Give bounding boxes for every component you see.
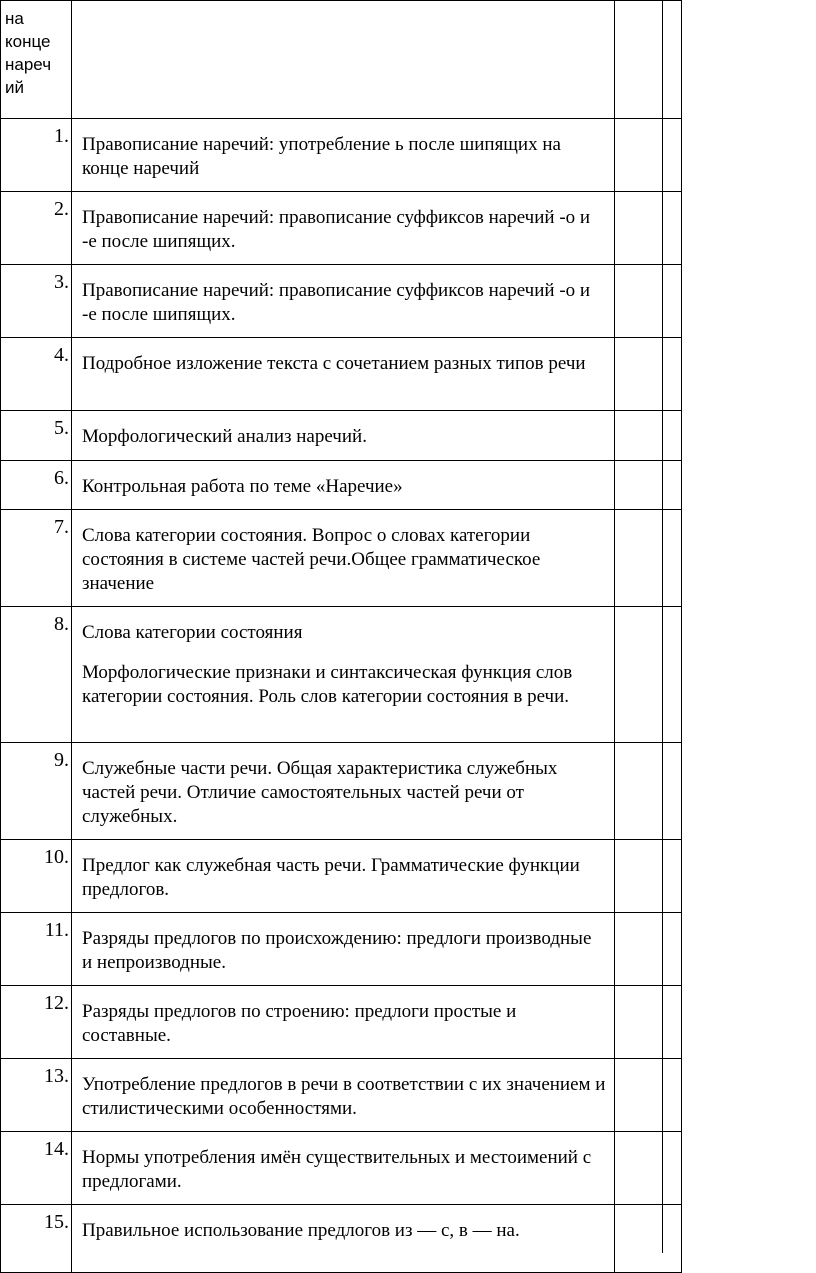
header-cell-continued [1, 1, 72, 119]
lesson-topic-cell [72, 986, 615, 1059]
lesson-topic-text: Служебные части речи. Общая характеристика служебных частей речи. Отличие самостоятельных частей речи от служебных. [82, 758, 558, 827]
row-number: 11. [44, 919, 69, 941]
lesson-topic-text: Правописание наречий: правописание суффиксов наречий -о и -е после шипящих. [82, 280, 591, 325]
empty-cell [615, 1059, 682, 1132]
empty-cell [615, 913, 682, 986]
lesson-topic-text: Слова категории состояния [82, 622, 303, 643]
lesson-topic-cell [72, 1059, 615, 1132]
empty-cell [615, 510, 682, 607]
row-number-cell [1, 119, 72, 192]
row-number: 14. [44, 1138, 69, 1160]
row-number: 2. [54, 198, 69, 220]
lesson-plan-table-body [1, 1, 682, 1273]
table-row [1, 913, 682, 986]
row-number: 3. [54, 271, 69, 293]
table-row [1, 265, 682, 338]
lesson-topic-cell [72, 265, 615, 338]
lesson-topic-cell [72, 1132, 615, 1205]
row-number: 10. [44, 846, 69, 868]
table-row [1, 1059, 682, 1132]
row-number-cell [1, 1205, 72, 1273]
lesson-topic-cell [72, 192, 615, 265]
row-number-cell [1, 1132, 72, 1205]
lesson-topic-cell [72, 743, 615, 840]
empty-cell [615, 119, 682, 192]
lesson-topic-text: Слова категории состояния. Вопрос о словах категории состояния в системе частей речи.Общее грамматическое значение [82, 525, 541, 594]
empty-cell [615, 1205, 682, 1273]
row-number: 5. [54, 417, 69, 439]
table-row [1, 461, 682, 510]
lesson-topic-text: Правописание наречий: употребление ь после шипящих на конце наречий [82, 134, 561, 179]
row-number: 1. [54, 125, 69, 147]
empty-cell [615, 265, 682, 338]
header-line: нареч [5, 55, 52, 74]
row-number: 7. [54, 516, 69, 538]
header-line: конце [5, 32, 51, 51]
table-row [1, 411, 682, 461]
row-number: 9. [54, 749, 69, 771]
lesson-topic-text: Подробное изложение текста с сочетанием разных типов речи [82, 353, 586, 374]
row-number-cell [1, 461, 72, 510]
table-row [1, 743, 682, 840]
row-number-cell [1, 338, 72, 411]
lesson-topic-cell [72, 411, 615, 461]
lesson-topic-text: Морфологические признаки и синтаксическая функция слов категории состояния. Роль слов категории состояния в речи. [82, 662, 573, 707]
row-number: 15. [44, 1211, 69, 1233]
table-row [1, 840, 682, 913]
row-number: 13. [44, 1065, 69, 1087]
header-line: на [5, 9, 24, 28]
lesson-topic-text: Контрольная работа по теме «Наречие» [82, 476, 403, 497]
table-row [1, 1132, 682, 1205]
row-number-cell [1, 265, 72, 338]
table-row [1, 338, 682, 411]
row-number: 8. [54, 613, 69, 635]
table-row [1, 119, 682, 192]
empty-cell [615, 1132, 682, 1205]
lesson-topic-cell [72, 510, 615, 607]
row-number-cell [1, 986, 72, 1059]
table-row [1, 986, 682, 1059]
table-header-row [1, 1, 682, 119]
header-cell-empty [615, 1, 682, 119]
row-number-cell [1, 607, 72, 743]
empty-cell [615, 192, 682, 265]
lesson-topic-cell [72, 119, 615, 192]
empty-cell [615, 986, 682, 1059]
lesson-topic-cell [72, 913, 615, 986]
empty-cell [615, 607, 682, 743]
empty-cell [615, 743, 682, 840]
lesson-topic-text: Нормы употребления имён существительных и местоимений с предлогами. [82, 1147, 592, 1192]
table-row [1, 607, 682, 743]
row-number: 4. [54, 344, 69, 366]
table-row [1, 1205, 682, 1273]
lesson-topic-cell [72, 840, 615, 913]
table-row [1, 510, 682, 607]
empty-cell [615, 338, 682, 411]
lesson-topic-text: Предлог как служебная часть речи. Грамматические функции предлогов. [82, 855, 580, 900]
row-number-cell [1, 510, 72, 607]
row-number-cell [1, 743, 72, 840]
lesson-topic-cell [72, 607, 615, 743]
table-row [1, 192, 682, 265]
row-number: 6. [54, 467, 69, 489]
header-cell-empty [72, 1, 615, 119]
header-line: ий [5, 78, 24, 97]
header-cell-text [1, 1, 71, 99]
row-number-cell [1, 840, 72, 913]
empty-cell [615, 411, 682, 461]
lesson-topic-text: Правильное использование предлогов из — с, в — на. [82, 1220, 520, 1241]
table-right-border [662, 0, 663, 1253]
lesson-topic-text: Правописание наречий: правописание суффиксов наречий -о и -е после шипящих. [82, 207, 591, 252]
lesson-topic-cell [72, 338, 615, 411]
lesson-topic-text: Морфологический анализ наречий. [82, 426, 367, 447]
empty-cell [615, 840, 682, 913]
lesson-topic-text: Употребление предлогов в речи в соответствии с их значением и стилистическими особенностями. [82, 1074, 606, 1119]
row-number-cell [1, 1059, 72, 1132]
lesson-topic-text: Разряды предлогов по происхождению: предлоги производные и непроизводные. [82, 928, 592, 973]
row-number-cell [1, 913, 72, 986]
row-number-cell [1, 411, 72, 461]
row-number-cell [1, 192, 72, 265]
empty-cell [615, 461, 682, 510]
lesson-topic-cell [72, 461, 615, 510]
lesson-topic-cell [72, 1205, 615, 1273]
lesson-topic-text: Разряды предлогов по строению: предлоги простые и составные. [82, 1001, 517, 1046]
row-number: 12. [44, 992, 69, 1014]
